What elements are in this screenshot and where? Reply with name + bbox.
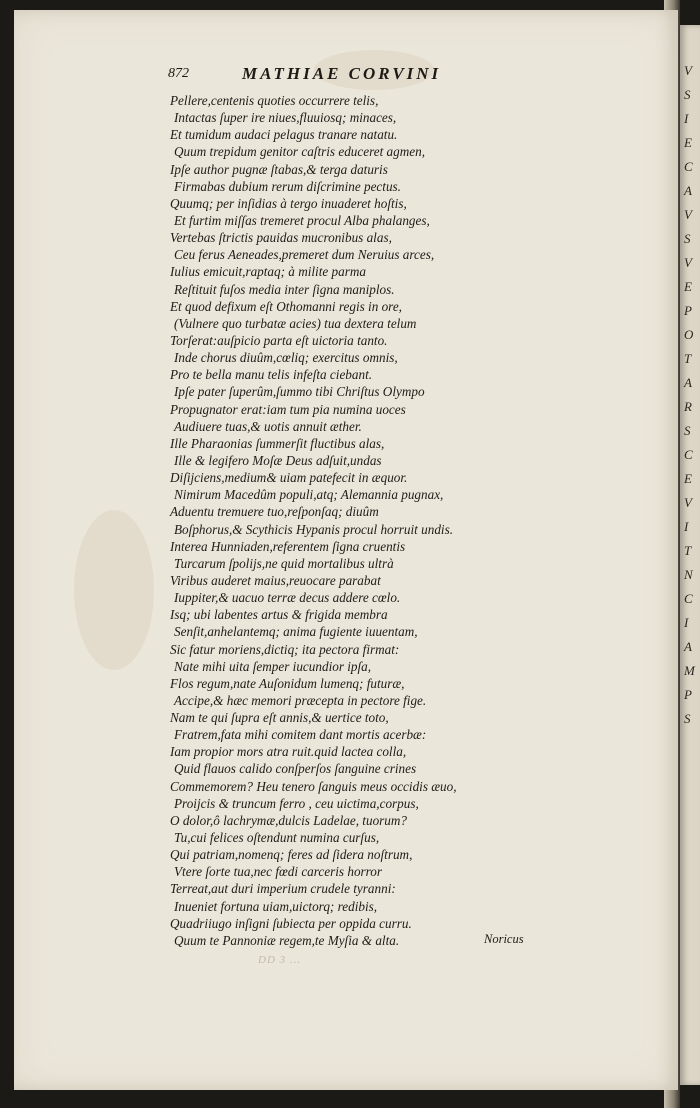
page-header: [168, 64, 498, 86]
verse-line: Flos regum,nate Auſonidum lumenq; futuræ,: [170, 675, 405, 691]
verse-line: Accipe,& hæc memori præcepta in pectore fige.: [174, 692, 427, 708]
verse-line: Commemorem? Heu tenero ſanguis meus occidis æuo,: [170, 778, 457, 794]
verse-line: Quum trepidum genitor caſtris educeret agmen,: [174, 144, 426, 160]
verse-line: Isq; ubi labentes artus & frigida membra: [170, 607, 388, 623]
facing-page-fragment: P: [684, 687, 692, 702]
verse-line: Iuppiter,& uacuo terræ decus addere cœlo.: [174, 590, 401, 606]
verse-line: Ille & legifero Moſæ Deus adſuit,undas: [174, 452, 382, 468]
facing-page-fragment: V: [684, 495, 692, 510]
verse-line: Audiuere tuas,& uotis annuit æther.: [174, 418, 362, 434]
facing-page-fragment: C: [684, 591, 693, 606]
facing-page-fragment: V: [684, 63, 692, 78]
facing-page-fragment: V: [684, 207, 692, 222]
verse-line: Interea Hunniaden,referentem ſigna cruentis: [170, 538, 406, 554]
verse-line: Sic fatur moriens,dictiq; ita pectora firmat:: [170, 641, 400, 657]
facing-page-edge: [680, 25, 700, 1085]
verse-line: Nam te qui ſupra eſt annis,& uertice toto,: [170, 710, 389, 726]
verse-line: Torſerat:auſpicio parta eſt uictoria tanto.: [170, 332, 388, 348]
verse-line: Quumq; per inſidias à tergo inuaderet hoſtis,: [170, 195, 407, 211]
verse-line: Quadriiugo inſigni ſubiecta per oppida curru.: [170, 915, 412, 931]
facing-page-fragment: S: [684, 423, 691, 438]
verse-line: Aduentu tremuere tuo,reſponſaq; diuûm: [170, 504, 379, 520]
facing-page-fragment: O: [684, 327, 694, 342]
facing-page-fragment: M: [684, 663, 695, 678]
facing-page-fragment: V: [684, 255, 692, 270]
verse-line: Et tumidum audaci pelagus tranare natatu.: [170, 127, 398, 143]
facing-page-fragment: S: [684, 711, 691, 726]
verse-line: Ipſe author pugnæ ſtabas,& terga daturis: [170, 161, 388, 177]
verse-line: Tu,cui felices oſtendunt numina curſus,: [174, 830, 380, 846]
verse-line: Diſijciens,medium& uiam patefecit in æquor.: [170, 470, 408, 486]
facing-page-fragment: I: [684, 615, 689, 630]
facing-page-fragment: I: [684, 519, 689, 534]
verse-line: Vtere ſorte tua,nec fœdi carceris horror: [174, 864, 383, 880]
verse-line: Proijcis & truncum ferro , ceu uictima,corpus,: [174, 795, 419, 811]
facing-page-fragment: A: [684, 183, 692, 198]
facing-page-fragment: T: [684, 351, 692, 366]
verse-line: Inueniet fortuna uiam,uictorq; redibis,: [174, 898, 378, 914]
verse-line: Viribus auderet maius,reuocare parabat: [170, 572, 381, 588]
verse-line: Ceu ferus Aeneades,premeret dum Neruius arces,: [174, 247, 435, 263]
verse-line: Turcarum ſpolijs,ne quid mortalibus ultrà: [174, 555, 394, 571]
verse-line: Fratrem,fata mihi comitem dant mortis acerbæ:: [174, 727, 427, 743]
page-number: 872: [168, 66, 189, 81]
verse-line: Senſit,anhelantemq; anima fugiente iuuentam,: [174, 624, 418, 640]
verse-line: Terreat,aut duri imperium crudele tyranni:: [170, 881, 396, 897]
facing-page-fragment: P: [684, 303, 692, 318]
verse-line: (Vulnere quo turbatæ acies) tua dextera telum: [174, 315, 417, 331]
verse-line: Propugnator erat:iam tum pia numina uoces: [170, 401, 406, 417]
verse-line: Ipſe pater ſuperûm,ſummo tibi Chriſtus Olympo: [174, 384, 425, 400]
facing-page-fragment: S: [684, 87, 691, 102]
catchword: Noricus: [484, 932, 524, 946]
verse-line: Boſphorus,& Scythicis Hypanis procul horruit undis.: [174, 521, 454, 537]
running-head: MATHIAE CORVINI: [242, 64, 442, 83]
facing-page-fragment: C: [684, 159, 693, 174]
facing-page-fragment: E: [684, 135, 692, 150]
facing-page-fragment: A: [684, 639, 692, 654]
verse-line: Nimirum Macedûm populi,atq; Alemannia pugnax,: [174, 487, 444, 503]
verse-line: Firmabas dubium rerum diſcrimine pectus.: [174, 178, 401, 194]
facing-page-fragment: I: [684, 111, 689, 126]
verse-line: Reſtituit fuſos media inter ſigna maniplos.: [174, 281, 395, 297]
verse-line: Intactas ſuper ire niues,fluuiosq; minaces,: [174, 110, 397, 126]
verse-line: Iulius emicuit,raptaq; à milite parma: [170, 264, 366, 280]
facing-page-fragment: A: [684, 375, 692, 390]
verse-line: Et quod defixum eſt Othomanni regis in ore,: [170, 298, 402, 314]
facing-page-fragment: T: [684, 543, 692, 558]
verse-line: Ille Pharaonias ſummerſit fluctibus alas,: [170, 435, 385, 451]
verse-line: Iam propior mors atra ruit.quid lactea colla,: [170, 744, 407, 760]
verse-line: Qui patriam,nomenq; feres ad ſidera noſtrum,: [170, 847, 413, 863]
verse-line: Vertebas ſtrictis pauidas mucronibus alas,: [170, 230, 392, 246]
facing-page-fragment: S: [684, 231, 691, 246]
verse-line: Nate mihi uita ſemper iucundior ipſa,: [174, 658, 372, 674]
facing-page-fragment: E: [684, 471, 692, 486]
facing-page-fragment: N: [684, 567, 693, 582]
signature-mark: DD 3 ...: [258, 954, 302, 966]
verse-line: Quum te Pannoniæ regem,te Myſia & alta.: [174, 932, 400, 948]
verse-line: Pellere,centenis quoties occurrere telis,: [170, 93, 379, 108]
verse-line: Inde chorus diuûm,cœliq; exercitus omnis,: [174, 350, 398, 366]
verse-block: [170, 92, 490, 949]
facing-page-fragment: C: [684, 447, 693, 462]
verse-line: Pro te bella manu telis infeſta ciebant.: [170, 367, 373, 383]
facing-page-fragment: R: [684, 399, 692, 414]
verse-line: O dolor,ô lachrymæ,dulcis Ladelae, tuorum?: [170, 812, 408, 828]
verse-line: Et furtim miſſas tremeret procul Alba phalanges,: [174, 212, 430, 228]
verse-line: Quid flauos calido conſperſos ſanguine crines: [174, 761, 417, 777]
paper-stain: [74, 510, 154, 670]
facing-page-fragment: E: [684, 279, 692, 294]
